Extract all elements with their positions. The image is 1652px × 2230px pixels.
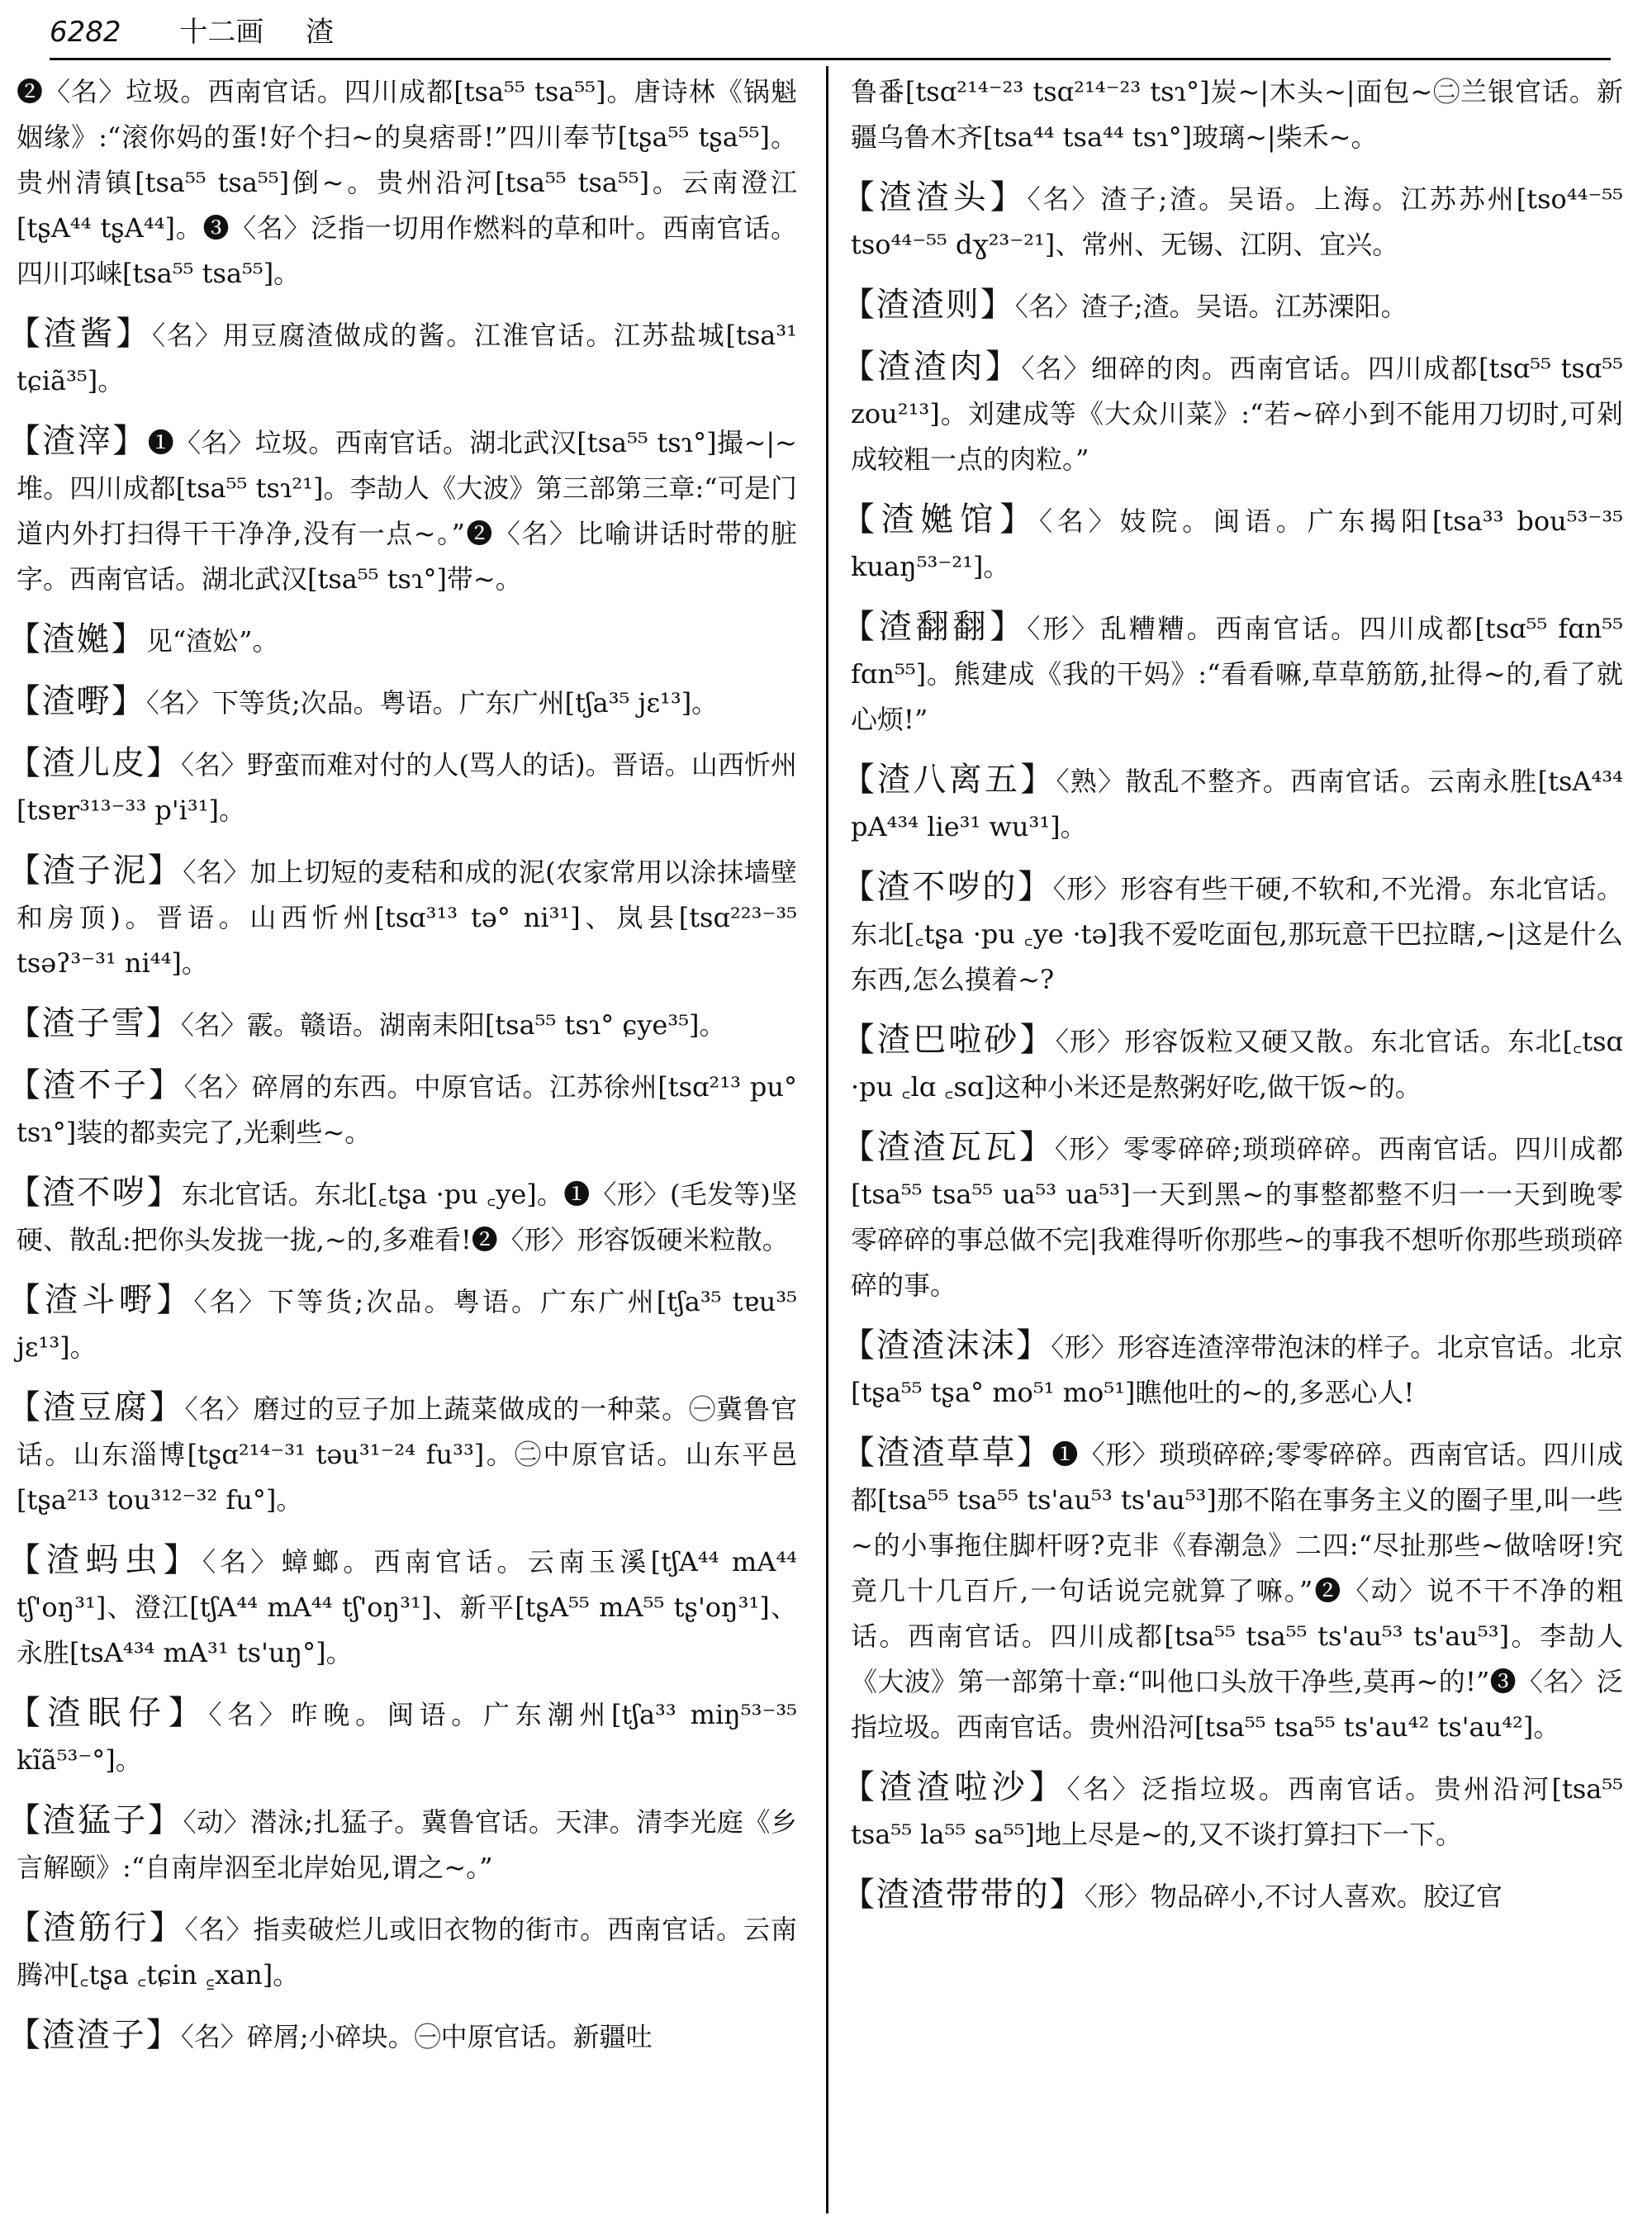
headword: 【渣渣头】 [841,178,1028,216]
headword: 【渣豆腐】 [7,1388,185,1426]
headword: 【渣不子】 [7,1066,184,1104]
entry [7,419,797,602]
entry [851,68,1623,160]
entry [841,605,1623,743]
headword: 【渣斗嘢】 [7,1281,194,1319]
entry [841,1323,1623,1416]
entry [7,1170,797,1263]
entry [841,865,1623,1003]
entry [7,1063,797,1155]
right-column [841,68,1624,1934]
entry [841,1872,1623,1919]
headword: 【渣巴啦砂】 [841,1021,1056,1059]
header-character: 渣 [306,16,335,49]
entry [7,1905,797,1998]
headword: 【渣猛子】 [7,1801,183,1839]
definition: 〈形〉形容有些干硬,不软和,不光滑。东北官话。东北[꜀tʂa ·pu ꜀ye ·tə]我不爱吃面包,那玩意干巴拉瞎,~|这是什么东西,怎么摸着~? [851,873,1623,995]
headword: 【渣渣沫沫】 [841,1326,1051,1364]
headword: 【渣翻翻】 [841,608,1028,646]
definition: 〈名〉碎屑;小碎块。㊀中原官话。新疆吐 [180,2021,653,2052]
definition: 鲁番[tsɑ²¹⁴⁻²³ tsɑ²¹⁴⁻²³ tsɿ°]炭~|木头~|面包~㊁兰银官话。新疆乌鲁木齐[tsa⁴⁴ tsa⁴⁴ tsɿ°]玻璃~|柴禾~。 [851,76,1623,153]
headword: 【渣渣啦沙】 [841,1768,1067,1806]
headword: 【渣渣子】 [7,2016,181,2054]
stroke-section: 十二画 [179,16,264,49]
definition: ❷〈名〉垃圾。西南官话。四川成都[tsa⁵⁵ tsa⁵⁵]。唐诗林《锅魁姻缘》:“滚你妈的蛋!好个扫~的臭痞哥!”四川奉节[tʂa⁵⁵ tʂa⁵⁵]。贵州清镇[tsa⁵⁵ tsa⁵⁵]倒~。贵州沿河[tsa⁵⁵ tsa⁵⁵]。云南澄江[tʂA⁴⁴ tʂA⁴⁴]。❸〈名〉泛指一切用作燃料的草和叶。西南官话。四川邛崃[tsa⁵⁵ tsa⁵⁵]。 [17,76,797,289]
headword: 【渣嬔馆】 [841,501,1040,539]
headword: 【渣儿皮】 [7,744,182,782]
left-column [7,68,797,2075]
headword: 【渣嘢】 [7,682,146,720]
entry [7,741,797,833]
entry [7,311,797,404]
headword: 【渣渣瓦瓦】 [841,1128,1055,1166]
headword: 【渣滓】 [7,422,148,460]
headword: 【渣不哕】 [7,1174,182,1212]
definition: ❶〈名〉垃圾。西南官话。湖北武汉[tsa⁵⁵ tsɿ°]撮~|~堆。四川成都[tsa⁵⁵ tsɿ²¹]。李劼人《大波》第三部第三章:“可是门道内外打扫得干干净净,没有一点~。”❷〈名〉比喻讲话时带的脏字。西南官话。湖北武汉[tsa⁵⁵ tsɿ°]带~。 [17,427,797,595]
definition: 〈形〉形容连渣滓带泡沫的样子。北京官话。北京[tʂa⁵⁵ tʂa° mo⁵¹ mo⁵¹]瞧他吐的~的,多恶心人! [851,1331,1623,1408]
entry [7,2013,797,2060]
definition: 〈名〉渣子;渣。吴语。上海。江苏苏州[tso⁴⁴⁻⁵⁵ tso⁴⁴⁻⁵⁵ dɣ²³⁻²¹]、常州、无锡、江阴、宜兴。 [851,183,1623,260]
headword: 【渣不哕的】 [841,868,1053,906]
headword: 【渣渣则】 [841,286,1015,324]
entry [7,848,797,986]
definition: 〈形〉形容饭粒又硬又散。东北官话。东北[꜀tsɑ ·pu ꜀lɑ ꜀sɑ]这种小米还是熬粥好吃,做干饭~的。 [851,1026,1624,1103]
definition: 〈名〉蟑螂。西南官话。云南玉溪[tʃA⁴⁴ mA⁴⁴ tʃ'oŋ³¹]、澄江[tʃA⁴⁴ mA⁴⁴ tʃ'oŋ³¹]、新平[tʂA⁵⁵ mA⁵⁵ tʂ'oŋ³¹]、永胜[tsA⁴³⁴ mA³¹ ts'uŋ°]。 [17,1546,797,1668]
entry [17,68,797,297]
definition: 〈熟〉散乱不整齐。西南官话。云南永胜[tsA⁴³⁴ pA⁴³⁴ lie³¹ wu³¹]。 [851,766,1623,842]
definition: 〈名〉指卖破烂儿或旧衣物的街市。西南官话。云南腾冲[꜀tʂa ꜀tɕin ꜁xan]。 [17,1914,797,1990]
definition: 〈名〉妓院。闽语。广东揭阳[tsa³³ bou⁵³⁻³⁵ kuaŋ⁵³⁻²¹]。 [851,505,1623,582]
headword: 【渣筋行】 [7,1909,185,1947]
definition: 〈名〉下等货;次品。粤语。广东广州[tʃa³⁵ jɛ¹³]。 [145,687,719,719]
definition: 〈名〉加上切短的麦秸和成的泥(农家常用以涂抹墙壁和房顶)。晋语。山西忻州[tsɑ³¹³ tə° ni³¹]、岚县[tsɑ²²³⁻³⁵ tsəʔ³⁻³¹ ni⁴⁴]。 [17,856,797,979]
headword: 【渣子泥】 [7,852,183,890]
definition: 见“渣妐”。 [145,625,279,657]
page-number: 6282 [50,16,121,49]
entry [841,175,1623,268]
definition: 〈名〉昨晚。闽语。广东潮州[tʃa³³ miŋ⁵³⁻³⁵ kĩã⁵³⁻°]。 [17,1699,797,1776]
definition: ❶〈形〉琐琐碎碎;零零碎碎。西南官话。四川成都[tsa⁵⁵ tsa⁵⁵ ts'au⁵³ ts'au⁵³]那不陷在事务主义的圈子里,叫一些~的小事拖住脚杆呀?克非《春潮急》二四:“尽扯那些~做啥呀!究竟几十几百斤,一句话说完就算了嘛。”❷〈动〉说不干不净的粗话。西南官话。四川成都[tsa⁵⁵ tsa⁵⁵ ts'au⁵³ ts'au⁵³]。李劼人《大波》第一部第十章:“叫他口头放干净些,莫再~的!”❸〈名〉泛指垃圾。西南官话。贵州沿河[tsa⁵⁵ tsa⁵⁵ ts'au⁴² ts'au⁴²]。 [851,1439,1623,1743]
definition: 〈形〉零零碎碎;琐琐碎碎。西南官话。四川成都[tsa⁵⁵ tsa⁵⁵ ua⁵³ ua⁵³]一天到黑~的事整都整不归一一天到晚零零碎碎的事总做不完|我难得听你那些~的事我不想听你那些琐琐碎碎的事。 [851,1133,1623,1301]
entry [841,344,1623,482]
definition: 〈名〉泛指垃圾。西南官话。贵州沿河[tsa⁵⁵ tsa⁵⁵ la⁵⁵ sa⁵⁵]地上尽是~的,又不谈打算扫下一下。 [851,1773,1623,1850]
column-divider [826,66,828,2213]
definition: 〈名〉野蛮而难对付的人(骂人的话)。晋语。山西忻州[tsɐr³¹³⁻³³ p'i³¹]。 [17,749,797,826]
definition: 〈名〉碎屑的东西。中原官话。江苏徐州[tsɑ²¹³ pu° tsɿ°]装的都卖完了,光剩些~。 [17,1071,797,1148]
entry [7,1691,797,1783]
entry [841,282,1623,330]
definition: 〈形〉物品碎小,不讨人喜欢。胶辽官 [1084,1881,1502,1912]
entry [7,1538,797,1676]
entry [7,1385,797,1523]
entry [841,757,1623,850]
headword: 【渣八离五】 [841,761,1056,799]
entry [7,679,797,726]
definition: 〈名〉用豆腐渣做成的酱。江淮官话。江苏盐城[tsa³¹ tɕiã³⁵]。 [17,320,797,396]
header-rule [50,58,1611,60]
headword: 【渣渣肉】 [841,348,1022,386]
entry [841,1431,1623,1750]
definition: 东北官话。东北[꜀tʂa ·pu ꜀ye]。❶〈形〉(毛发等)坚硬、散乱:把你头发拢一拢,~的,多难看!❷〈形〉形容饭硬米粒散。 [17,1179,797,1255]
definition: 〈名〉渣子;渣。吴语。江苏溧阳。 [1014,291,1408,322]
headword: 【渣蚂虫】 [7,1541,203,1579]
entry [841,1018,1624,1110]
entry [841,1125,1623,1308]
definition: 〈名〉霰。赣语。湖南耒阳[tsa⁵⁵ tsɿ° ɕye³⁵]。 [180,1009,726,1041]
definition: 〈名〉下等货;次品。粤语。广东广州[tʃa³⁵ tɐu³⁵ jɛ¹³]。 [17,1286,797,1363]
headword: 【渣渣草草】 [841,1434,1052,1472]
headword: 【渣眠仔】 [7,1694,209,1732]
entry [841,497,1623,590]
definition: 〈名〉细碎的肉。西南官话。四川成都[tsɑ⁵⁵ tsɑ⁵⁵ zou²¹³]。刘建成等《大众川菜》:“若~碎小到不能用刀切时,可剁成较粗一点的肉粒。” [851,353,1623,475]
headword: 【渣酱】 [7,315,153,353]
entry [7,1001,797,1048]
entry [7,617,797,664]
definition: 〈形〉乱糟糟。西南官话。四川成都[tsɑ⁵⁵ fɑn⁵⁵ fɑn⁵⁵]。熊建成《我的干妈》:“看看嘛,草草筋筋,扯得~的,看了就心烦!” [851,613,1623,735]
entry [7,1798,797,1891]
headword: 【渣嬔】 [7,620,146,658]
entry [841,1765,1623,1858]
definition: 〈名〉磨过的豆子加上蔬菜做成的一种菜。㊀冀鲁官话。山东淄博[tʂɑ²¹⁴⁻³¹ təu³¹⁻²⁴ fu³³]。㊁中原官话。山东平邑[tʂa²¹³ tou³¹²⁻³² fu°]。 [17,1393,797,1516]
headword: 【渣子雪】 [7,1004,181,1042]
definition: 〈动〉潜泳;扎猛子。冀鲁官话。天津。清李光庭《乡言解颐》:“自南岸泅至北岸始见,谓之~。” [17,1806,797,1883]
headword: 【渣渣带带的】 [841,1876,1085,1914]
entry [7,1278,797,1370]
page-header [50,12,1611,53]
